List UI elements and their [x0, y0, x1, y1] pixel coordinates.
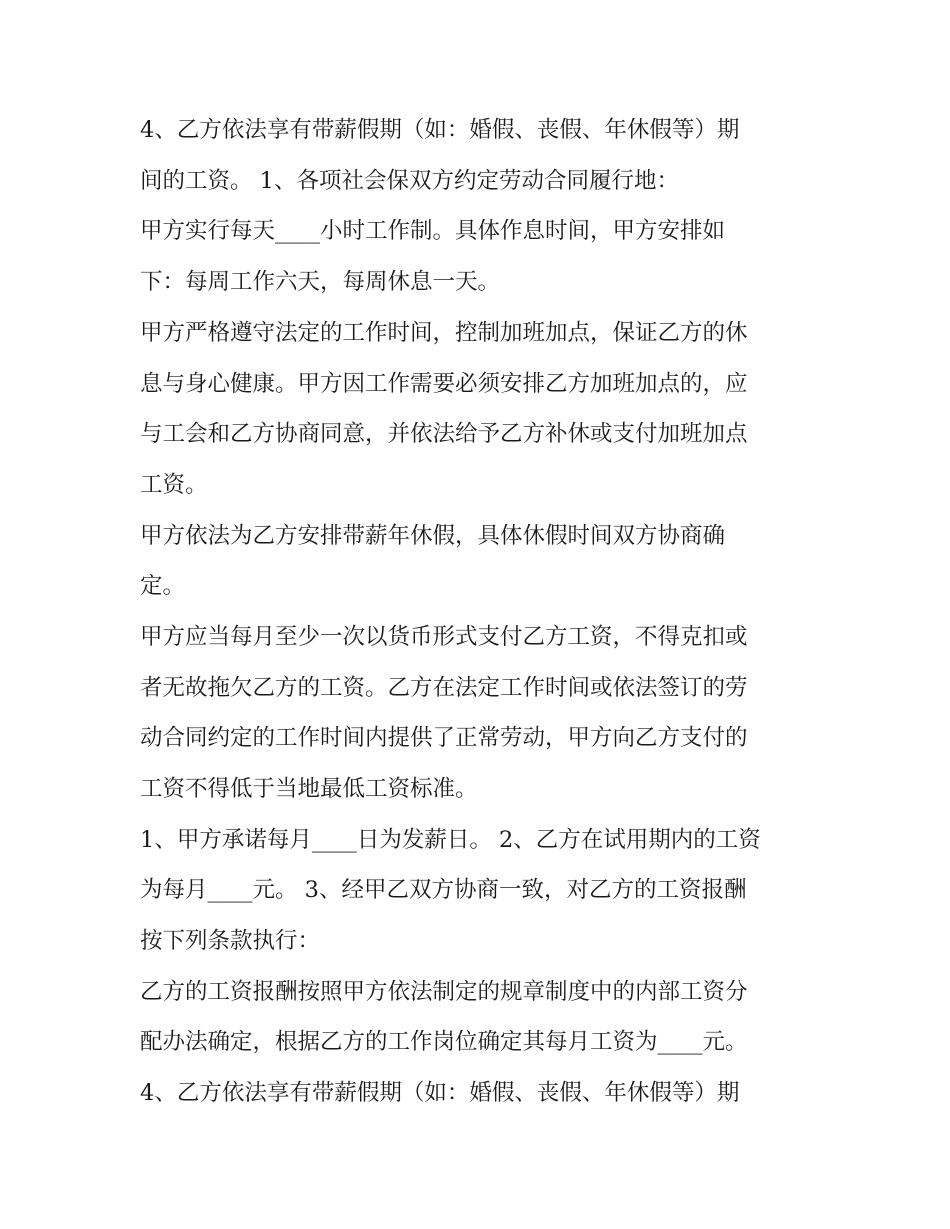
text-line: 乙方的工资报酬按照甲方依法制定的规章制度中的内部工资分: [140, 979, 748, 1005]
text-line: 间的工资。 1、各项社会保双方约定劳动合同履行地：: [140, 168, 679, 194]
text-line: 1、甲方承诺每月____日为发薪日。 2、乙方在试用期内的工资: [140, 827, 761, 853]
text-line: 甲方严格遵守法定的工作时间，控制加班加点，保证乙方的休: [140, 320, 748, 346]
text-line: 4、乙方依法享有带薪假期（如：婚假、丧假、年休假等）期: [140, 1080, 740, 1106]
text-line: 动合同约定的工作时间内提供了正常劳动，甲方向乙方支付的: [140, 725, 748, 751]
text-line: 定。: [140, 573, 186, 599]
text-line: 下：每周工作六天，每周休息一天。: [140, 269, 501, 295]
text-line: 按下列条款执行：: [140, 928, 321, 954]
text-line: 4、乙方依法享有带薪假期（如：婚假、丧假、年休假等）期: [140, 117, 740, 143]
text-line: 甲方应当每月至少一次以货币形式支付乙方工资，不得克扣或: [140, 624, 748, 650]
text-line: 与工会和乙方协商同意，并依法给予乙方补休或支付加班加点: [140, 421, 748, 447]
text-line: 配办法确定，根据乙方的工作岗位确定其每月工资为____元。: [140, 1029, 748, 1055]
text-line: 工资不得低于当地最低工资标准。: [140, 776, 478, 802]
text-line: 甲方依法为乙方安排带薪年休假，具体休假时间双方协商确: [140, 523, 726, 549]
text-line: 者无故拖欠乙方的工资。乙方在法定工作时间或依法签订的劳: [140, 675, 748, 701]
text-line: 工资。: [140, 472, 208, 498]
text-line: 为每月____元。 3、经甲乙双方协商一致，对乙方的工资报酬: [140, 877, 747, 903]
text-line: 息与身心健康。甲方因工作需要必须安排乙方加班加点的，应: [140, 371, 748, 397]
text-line: 甲方实行每天____小时工作制。具体作息时间，甲方安排如: [140, 218, 726, 244]
